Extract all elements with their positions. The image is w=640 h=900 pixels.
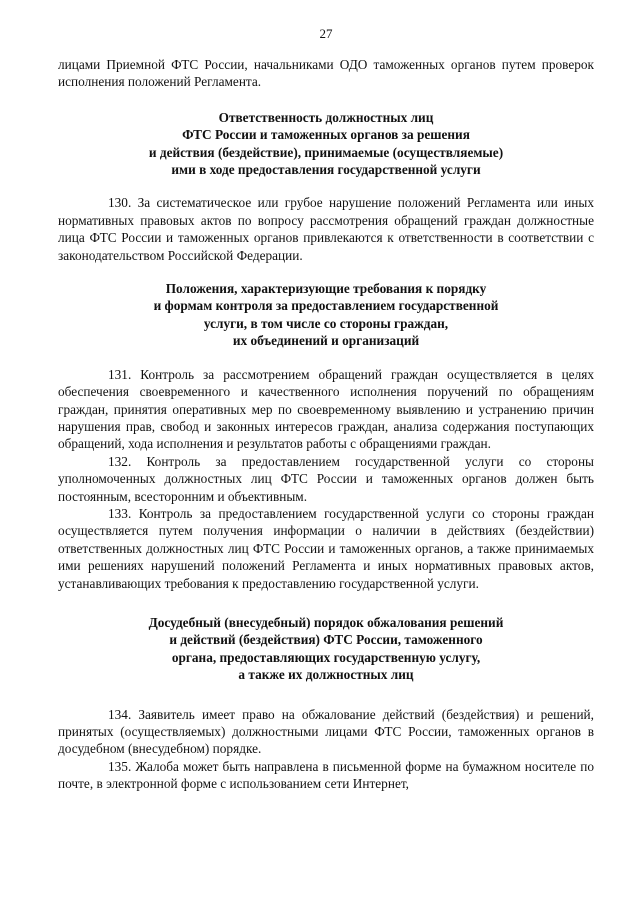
heading-line: ФТС России и таможенных органов за решения (182, 127, 470, 143)
section-heading-appeal (58, 614, 594, 684)
heading-line: ими в ходе предоставления государственной услуги (171, 162, 481, 178)
section-heading-control (58, 280, 594, 350)
spacer (58, 350, 594, 366)
paragraph-134: 134. Заявитель имеет право на обжалование действий (бездействия) и решений, принятых (осуществляемых) должностными лицами ФТС России, таможенных органов в досудебном (внесудебном) порядке. (58, 706, 594, 757)
section-heading-responsibility (58, 109, 594, 179)
heading-line: услуги, в том числе со стороны граждан, (203, 315, 449, 331)
heading-line: органа, предоставляющих государственную услугу, (171, 649, 481, 665)
paragraph-132: 132. Контроль за предоставлением государственной услуги со стороны уполномоченных должностных лиц ФТС России и таможенных органов должен быть постоянным, всесторонним и объективным. (58, 453, 594, 504)
heading-line: и формам контроля за предоставлением государственной (153, 298, 499, 314)
heading-line: Ответственность должностных лиц (218, 109, 434, 125)
spacer (58, 264, 594, 280)
paragraph-135: 135. Жалоба может быть направлена в письменной форме на бумажном носителе по почте, в электронной форме с использованием сети Интернет, (58, 758, 594, 792)
paragraph-130: 130. За систематическое или грубое нарушение положений Регламента или иных нормативных правовых актов по вопросу рассмотрения обращений граждан должностные лица ФТС России и таможенных органов привлекаются к ответственности в соответствии с законодательством Российской Федерации. (58, 195, 594, 263)
heading-line: и действия (бездействие), принимаемые (осуществляемые) (148, 144, 504, 160)
document-page (58, 0, 594, 900)
paragraph-133: 133. Контроль за предоставлением государственной услуги со стороны граждан осуществляется путем получения информации о наличии в действиях (бездействии) ответственных должностных лиц ФТС России и таможенных органов, а также принимаемых ими решениях нарушений положений Регламента и иных нормативных правовых актов, устанавливающих требования к предоставлению государственной услуги. (58, 505, 594, 591)
spacer (58, 592, 594, 614)
heading-line: а также их должностных лиц (238, 667, 414, 683)
heading-line: Досудебный (внесудебный) порядок обжалования решений (148, 614, 504, 630)
spacer (58, 91, 594, 109)
heading-line: их объединений и организаций (232, 333, 420, 349)
heading-line: Положения, характеризующие требования к порядку (165, 281, 487, 297)
document-body (58, 56, 594, 793)
paragraph-131: 131. Контроль за рассмотрением обращений граждан осуществляется в целях обеспечения своевременного и качественного исполнения поручений по обращениям граждан, принятия оперативных мер по своевременному выявлению и устранению причин нарушения прав, свобод и законных интересов граждан, анализа содержания поступающих обращений, хода исполнения и результатов работы с обращениями граждан. (58, 366, 594, 452)
page-number: 27 (319, 26, 333, 41)
spacer (58, 178, 594, 194)
heading-line: и действий (бездействия) ФТС России, таможенного (169, 632, 483, 648)
intro-paragraph: лицами Приемной ФТС России, начальниками ОДО таможенных органов путем проверок исполнения положений Регламента. (58, 57, 594, 90)
spacer (58, 684, 594, 706)
